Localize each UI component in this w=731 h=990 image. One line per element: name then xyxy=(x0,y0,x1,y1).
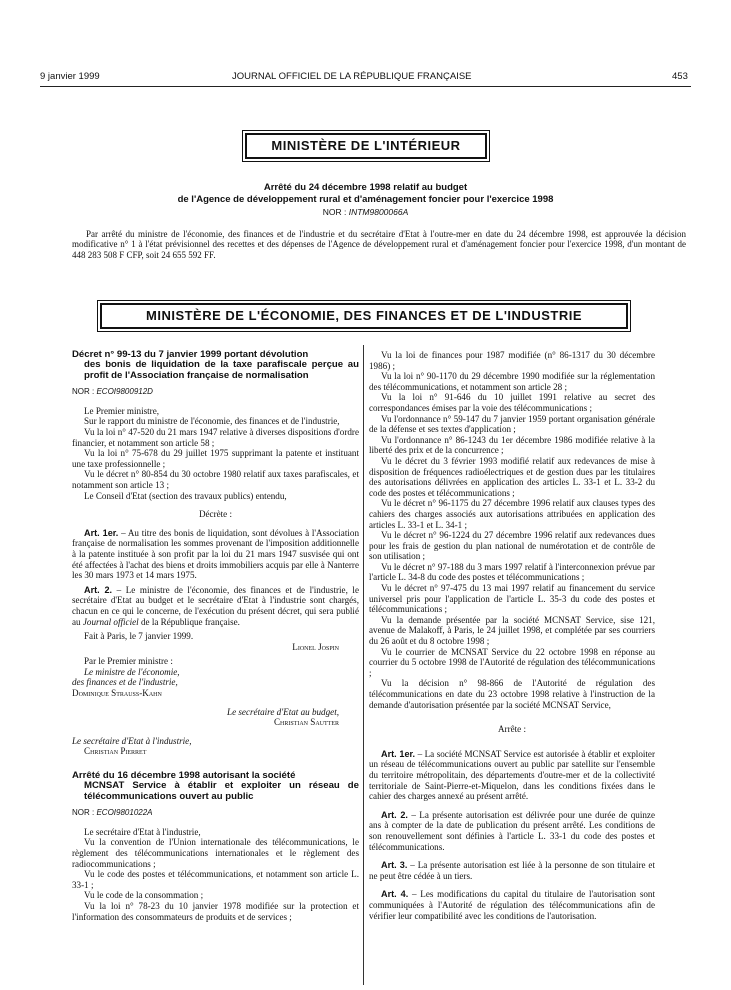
arrete-title-first: Arrêté du 16 décembre 1998 autorisant la société xyxy=(72,770,296,782)
article-text-end: de la République française. xyxy=(138,616,240,627)
arrete-article-1 xyxy=(369,749,655,802)
arrete-visa: Vu le décret n° 96-1224 du 27 décembre 1996 relatif aux redevances dues pour les frais de gestion du plan national de numérotation et de contrôle de son utilisation ; xyxy=(369,530,655,562)
arrete-visa: Vu le code de la consommation ; xyxy=(84,890,204,901)
decret-title xyxy=(72,350,359,381)
ministry-box-interieur: MINISTÈRE DE L'INTÉRIEUR xyxy=(245,133,487,159)
arrete-arrete: Arrête : xyxy=(497,724,527,735)
signature-premier-ministre: Lionel Jospin xyxy=(292,641,339,652)
secretaire-budget-label: Le secrétaire d'Etat au budget, xyxy=(227,706,339,717)
arrete-article-4 xyxy=(369,889,655,921)
decret-article-1 xyxy=(72,528,359,581)
arrete-budget-nor xyxy=(0,207,731,217)
journal-officiel-italic: Journal officiel xyxy=(82,616,139,627)
article-label: Art. 2. xyxy=(84,584,113,595)
decret-visa: Sur le rapport du ministre de l'économie, des finances et de l'industrie, xyxy=(84,416,340,427)
decret-nor xyxy=(72,387,359,398)
arrete-visa: Vu le décret du 3 février 1993 modifié relatif aux redevances de mise à disposition de fréquences radioélectriques et de gestion dues par les titulaires des autorisations délivrées en application des articles L. 33-1 et L. 33-2 du code des postes et télécommunications ; xyxy=(369,455,655,498)
secretaire-industrie-title xyxy=(72,736,359,747)
decret-fait: Fait à Paris, le 7 janvier 1999. xyxy=(84,631,194,642)
ministre-economie-line2 xyxy=(72,677,359,688)
arrete-visa: Vu l'ordonnance n° 59-147 du 7 janvier 1959 portant organisation générale de la défense et ses textes d'application ; xyxy=(369,413,655,435)
decret-visa: Le Conseil d'Etat (section des travaux publics) entendu, xyxy=(84,490,287,501)
arrete-visa: Vu la loi n° 78-23 du 10 janvier 1978 modifiée sur la protection et l'information des consommateurs de produits et de services ; xyxy=(72,901,359,922)
signature-secretaire-budget: Christian Sautter xyxy=(273,717,339,728)
nor-label: NOR : xyxy=(72,808,95,818)
decret-title-first: Décret n° 99-13 du 7 janvier 1999 portant dévolution xyxy=(72,349,309,360)
arrete-visa: Vu le courrier de MCNSAT Service du 22 octobre 1998 en réponse au courrier du 5 octobre 1998 de l'Autorité de régulation des télécommunications ; xyxy=(369,646,655,678)
arrete-budget-title-line1: Arrêté du 24 décembre 1998 relatif au budget xyxy=(263,182,468,193)
article-text: – Au titre des bonis de liquidation, sont dévolues à l'Association française de normalisation les sommes provenant de l'imposition additionnelle à la patente instituée à son profit par la loi du 21 mars 1947 susvisée qui ont été affectées à l'achat des biens et droits immobiliers acquis par elle à Nanterre les 30 mars 1973 et 14 mars 1975. xyxy=(72,527,359,581)
signature-secretaire-industrie: Christian Pierret xyxy=(84,746,147,757)
header-rule xyxy=(40,86,691,87)
nor-label: NOR : xyxy=(72,387,95,397)
arrete-visa: Vu le décret n° 97-475 du 13 mai 1997 relatif au financement du service universel pris pour l'application de l'article L. 35-3 du code des postes et télécommunications ; xyxy=(369,583,655,615)
article-label: Art. 1er. xyxy=(381,748,416,759)
ministre-economie-line1 xyxy=(72,667,359,678)
left-column xyxy=(72,350,359,922)
right-column xyxy=(369,350,655,921)
header-date: 9 janvier 1999 xyxy=(40,71,100,82)
arrete-nor xyxy=(72,808,359,819)
article-text: – La présente autorisation est liée à la personne de son titulaire et ne peut être cédée à un tiers. xyxy=(369,860,655,881)
nor-code: ECOI9801022A xyxy=(96,808,153,818)
arrete-visa: Vu la loi n° 91-646 du 10 juillet 1991 relative au secret des correspondances émises par la voie des télécommunications ; xyxy=(369,392,655,413)
decret-decrete: Décrète : xyxy=(198,509,233,520)
ministry-box-economie: MINISTÈRE DE L'ÉCONOMIE, DES FINANCES ET DE L'INDUSTRIE xyxy=(100,303,628,329)
header-page-number: 453 xyxy=(672,71,688,82)
secretaire-industrie-label: Le secrétaire d'Etat à l'industrie, xyxy=(72,735,192,746)
par-le-premier-ministre: Par le Premier ministre : xyxy=(84,656,173,667)
nor-code: INTM9800066A xyxy=(348,207,409,217)
nor-label: NOR : xyxy=(322,207,347,217)
decret-visa: Vu la loi n° 47-520 du 21 mars 1947 relative à diverses dispositions d'ordre financier, et notamment son article 58 ; xyxy=(72,427,359,448)
decret-visa: Vu le décret n° 80-854 du 30 octobre 1980 relatif aux taxes parafiscales, et notamment son article 13 ; xyxy=(72,469,359,490)
arrete-visa: Le secrétaire d'Etat à l'industrie, xyxy=(84,826,201,837)
arrete-visa: Vu l'ordonnance n° 86-1243 du 1er décembre 1986 modifiée relative à la liberté des prix et de la concurrence ; xyxy=(369,434,655,456)
decret-visa: Vu la loi n° 75-678 du 29 juillet 1975 supprimant la patente et instituant une taxe professionnelle ; xyxy=(72,448,359,469)
column-divider xyxy=(363,345,364,985)
article-label: Art. 4. xyxy=(381,889,409,900)
arrete-visa: Vu la loi n° 90-1170 du 29 décembre 1990 modifiée sur la réglementation des télécommunications, et notamment son article 28 ; xyxy=(369,371,655,392)
article-label: Art. 1er. xyxy=(84,527,119,538)
secretaire-budget-title xyxy=(72,707,359,718)
arrete-visa: Vu la décision n° 98-866 de l'Autorité de régulation des télécommunications en date du 23 octobre 1998 relative à l'instruction de la demande d'autorisation présentée par la société MCNSAT Service, xyxy=(369,678,655,710)
decret-article-2 xyxy=(72,585,359,627)
arrete-visa: Vu la loi de finances pour 1987 modifiée (n° 86-1317 du 30 décembre 1986) ; xyxy=(369,350,655,371)
article-text: – Les modifications du capital du titulaire de l'autorisation sont communiquées à l'Autorité de régulation des télécommunications afin de vérifier leur compatibilité avec les conditions de l'autorisation. xyxy=(369,889,655,921)
article-text: – La société MCNSAT Service est autorisée à établir et exploiter un réseau de télécommunications ouvert au public par satellite sur l'ensemble du territoire métropolitain, des départements d'outre-mer et de la collectivité territoriale de Saint-Pierre-et-Miquelon, dans les conditions fixées dans le cahier des charges annexé au présent arrêté. xyxy=(369,748,655,802)
header-journal-title: JOURNAL OFFICIEL DE LA RÉPUBLIQUE FRANÇAISE xyxy=(232,71,472,82)
decret-visa: Le Premier ministre, xyxy=(84,405,160,416)
arrete-title-rest: MCNSAT Service à établir et exploiter un réseau de télécommunications ouvert au public xyxy=(84,780,359,802)
arrete-visa: Vu le décret n° 97-188 du 3 mars 1997 relatif à l'interconnexion prévue par l'article L. 34-8 du code des postes et télécommunications ; xyxy=(369,561,655,583)
arrete-visa: Vu la convention de l'Union internationale des télécommunications, le règlement des télécommunications internationales et le règlement des radiocommunications ; xyxy=(72,837,359,869)
article-label: Art. 3. xyxy=(381,860,408,871)
arrete-visa: Vu le code des postes et télécommunications, et notamment son article L. 33-1 ; xyxy=(72,869,359,890)
signature-ministre-economie: Dominique Strauss-Kahn xyxy=(72,688,162,699)
decret-title-rest: des bonis de liquidation de la taxe parafiscale perçue au profit de l'Association française de normalisation xyxy=(84,359,359,381)
arrete-mcnsat-title xyxy=(72,771,359,802)
arrete-budget-paragraph: Par arrêté du ministre de l'économie, des finances et de l'industrie et du secrétaire d'Etat à l'outre-mer en date du 24 décembre 1998, est approuvée la décision modificative n° 1 à l'état prévisionnel des recettes et des dépenses de l'Agence de développement rural et d'aménagement foncier pour l'exercice 1998, d'un montant de 448 283 508 F CFP, soit 24 655 592 FF. xyxy=(72,229,686,260)
ministre-economie-title-cont: des finances et de l'industrie, xyxy=(72,677,178,688)
arrete-visa: Vu la demande présentée par la société MCNSAT Service, sise 121, avenue de Malakoff, à Paris, le 24 juillet 1998, et complétée par ses courriers du 26 août et du 8 octobre 1998 ; xyxy=(369,614,655,647)
nor-code: ECOI9800912D xyxy=(96,387,153,397)
arrete-budget-title-line2: de l'Agence de développement rural et d'aménagement foncier pour l'exercice 1998 xyxy=(177,194,554,205)
article-label: Art. 2. xyxy=(381,809,408,820)
article-text: – La présente autorisation est délivrée pour une durée de quinze ans à compter de la date de publication du présent arrêté. Les conditions de son renouvellement sont définies à l'article L. 33-1 du code des postes et télécommunications. xyxy=(369,809,656,852)
article-text: – Le ministre de l'économie, des finances et de l'industrie, le secrétaire d'Etat au budget et le secrétaire d'Etat à l'industrie sont chargés, chacun en ce qui le concerne, de l'exécution du présent décret, qui sera publié au xyxy=(72,584,359,627)
arrete-visa: Vu le décret n° 96-1175 du 27 décembre 1996 relatif aux clauses types des cahiers des charges associés aux autorisations attribuées en application des articles L. 33-1 et L. 34-1 ; xyxy=(369,498,655,530)
arrete-article-2 xyxy=(369,810,655,852)
ministre-economie-title: Le ministre de l'économie, xyxy=(84,666,180,677)
arrete-budget-body xyxy=(72,229,686,260)
arrete-article-3 xyxy=(369,860,655,881)
